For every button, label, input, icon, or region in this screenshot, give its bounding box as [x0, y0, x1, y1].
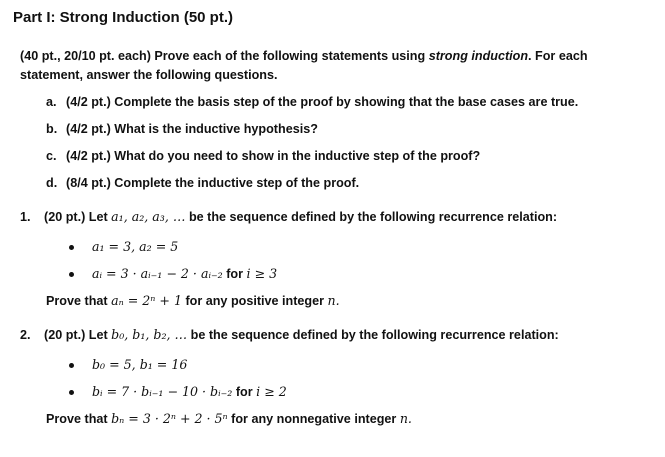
problem-1-recurrence: [92, 266, 277, 282]
prove-equation: aₙ = 2ⁿ + 1: [111, 293, 182, 308]
problem-2-recurrence: [92, 384, 287, 400]
problem-2-statement: [20, 327, 559, 343]
intro-text-b: . For each: [528, 49, 588, 63]
question-d: [46, 175, 359, 191]
problem-lead: (20 pt.) Let: [44, 328, 108, 342]
question-text: (8/4 pt.) Complete the inductive step of the proof.: [66, 176, 360, 190]
question-text: (4/2 pt.) What is the inductive hypothesis?: [66, 122, 318, 136]
prove-lead: Prove that: [46, 412, 108, 426]
question-marker: a.: [46, 95, 57, 109]
intro-line-1: [20, 48, 588, 64]
question-b: [46, 121, 318, 137]
prove-variable: n.: [399, 411, 412, 426]
recurrence-condition: i ≥ 2: [256, 384, 287, 399]
problem-2-prove: [46, 411, 412, 427]
question-c: [46, 148, 480, 164]
problem-2-base-values: [92, 357, 187, 373]
page-title: Part I: Strong Induction (50 pt.): [13, 9, 233, 26]
base-values-eq: b₀ = 5, b₁ = 16: [92, 357, 188, 372]
bullet-point: [69, 363, 74, 368]
intro-line-2: statement, answer the following questions.: [20, 68, 278, 82]
prove-lead: Prove that: [46, 294, 108, 308]
base-values-eq: a₁ = 3, a₂ = 5: [92, 239, 179, 254]
problem-rest: be the sequence defined by the following recurrence relation:: [188, 210, 558, 224]
recurrence-eq: aᵢ = 3 · aᵢ₋₁ − 2 · aᵢ₋₂: [92, 266, 223, 281]
prove-rest: for any positive integer: [185, 294, 325, 308]
problem-1-base-values: [92, 239, 178, 255]
recurrence-for: for: [226, 267, 243, 281]
prove-variable: n.: [327, 293, 340, 308]
question-text: (4/2 pt.) What do you need to show in the inductive step of the proof?: [66, 149, 481, 163]
problem-rest: be the sequence defined by the following recurrence relation:: [190, 328, 559, 342]
prove-equation: bₙ = 3 · 2ⁿ + 2 · 5ⁿ: [111, 411, 228, 426]
recurrence-condition: i ≥ 3: [246, 266, 278, 281]
problem-sequence: a₁, a₂, a₃, …: [111, 209, 186, 224]
recurrence-for: for: [235, 385, 253, 399]
recurrence-eq: bᵢ = 7 · bᵢ₋₁ − 10 · bᵢ₋₂: [92, 384, 233, 399]
intro-emphasis: strong induction: [428, 49, 529, 63]
problem-1-prove: [46, 293, 340, 309]
question-marker: d.: [46, 176, 58, 190]
bullet-point: [69, 245, 74, 250]
problem-lead: (20 pt.) Let: [44, 210, 108, 224]
problem-number: 2.: [20, 328, 31, 342]
bullet-point: [69, 390, 74, 395]
question-marker: b.: [46, 122, 58, 136]
prove-rest: for any nonnegative integer: [231, 412, 397, 426]
question-text: (4/2 pt.) Complete the basis step of the proof by showing that the base cases are true.: [66, 95, 579, 109]
question-marker: c.: [46, 149, 57, 163]
problem-1-statement: [20, 209, 557, 225]
problem-sequence: b₀, b₁, b₂, …: [111, 327, 188, 342]
intro-text-a: (40 pt., 20/10 pt. each) Prove each of the following statements using: [20, 49, 429, 63]
question-a: [46, 94, 578, 110]
bullet-point: [69, 272, 74, 277]
problem-number: 1.: [20, 210, 31, 224]
